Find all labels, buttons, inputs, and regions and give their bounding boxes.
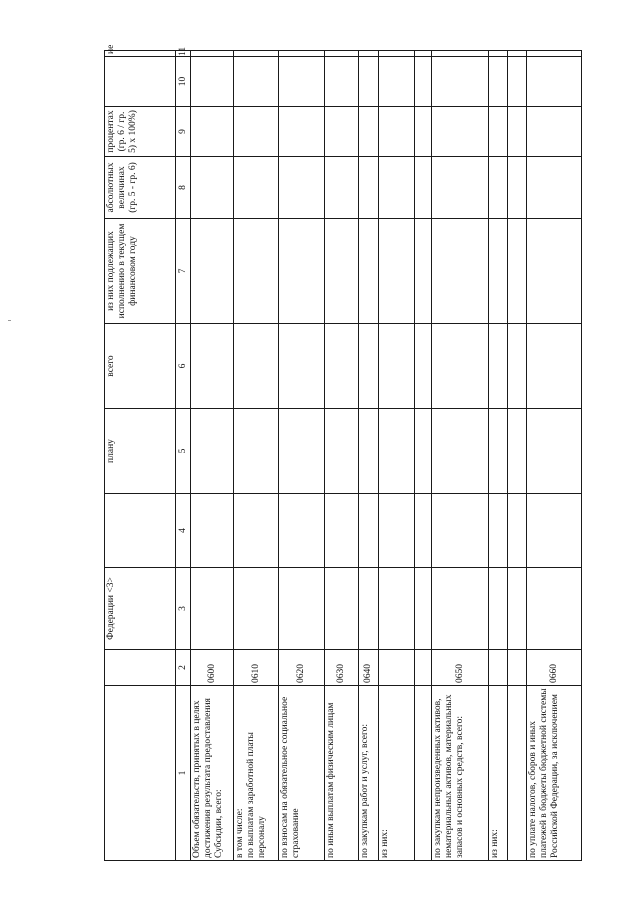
- rotated-page: [104, 44, 560, 861]
- table-row: [489, 51, 508, 861]
- row-code: [508, 650, 527, 686]
- row-label: [508, 686, 527, 861]
- row-code: 0620: [279, 650, 325, 686]
- row-code: 0640: [359, 650, 379, 686]
- row-label: из них:: [489, 686, 508, 861]
- col-number: 6: [176, 324, 191, 409]
- row-label: Объем обязательств, принятых в целях достижения результата предоставления Субсидии, всего:: [191, 686, 234, 861]
- header-col6: всего: [105, 324, 176, 409]
- row-label: в том числе: по выплатам заработной платы персоналу: [234, 686, 279, 861]
- subsidy-report-table: [104, 44, 582, 861]
- row-label: по взносам на обязательное социальное страхование: [279, 686, 325, 861]
- row-label: по закупкам непроизведенных активов, нематериальных активов, материальных запасов и основных средств, всего:: [432, 686, 489, 861]
- row-label: [415, 686, 432, 861]
- row-label: по уплате налогов, сборов и иных платежей в бюджеты бюджетной системы Российской Федерации, за исключением: [527, 686, 582, 861]
- header-col1: [105, 686, 176, 861]
- col-number: 5: [176, 409, 191, 494]
- header-col5: плану: [105, 409, 176, 494]
- col-number: 2: [176, 650, 191, 686]
- header-col9: процентах (гр. 6 / гр. 5) x 100%): [105, 107, 176, 157]
- table-row: [325, 51, 359, 861]
- table-row: [379, 51, 415, 861]
- col-number: 4: [176, 494, 191, 568]
- row-label: по закупкам работ и услуг, всего:: [359, 686, 379, 861]
- table-row: [432, 51, 489, 861]
- row-code: [379, 650, 415, 686]
- row-code: 0600: [191, 650, 234, 686]
- col-number: 1: [176, 686, 191, 861]
- table-row: [191, 51, 234, 861]
- row-code: [489, 650, 508, 686]
- column-number-row: [176, 51, 191, 861]
- header-col11: ие: [105, 51, 176, 57]
- header-col7: из них подлежащих исполнению в текущем финансовом году: [105, 219, 176, 324]
- table-row: [527, 51, 582, 861]
- row-code: 0630: [325, 650, 359, 686]
- row-label: из них:: [379, 686, 415, 861]
- col-number: 11: [176, 51, 191, 57]
- row-code: 0660: [527, 650, 582, 686]
- header-col3: Федерации <3>: [105, 568, 176, 650]
- col-number: 3: [176, 568, 191, 650]
- row-code: [415, 650, 432, 686]
- col-number: 7: [176, 219, 191, 324]
- header-col10: [105, 57, 176, 107]
- col-number: 9: [176, 107, 191, 157]
- table-row: [415, 51, 432, 861]
- scan-mark: [8, 320, 11, 321]
- col-number: 8: [176, 157, 191, 219]
- header-row: [105, 51, 176, 861]
- header-col8: абсолютных величинах (гр. 5 - гр. 6): [105, 157, 176, 219]
- header-col2: [105, 650, 176, 686]
- row-code: 0610: [234, 650, 279, 686]
- col-number: 10: [176, 57, 191, 107]
- table-row: [359, 51, 379, 861]
- table-row: [508, 51, 527, 861]
- row-code: 0650: [432, 650, 489, 686]
- row-label: по иным выплатам физическим лицам: [325, 686, 359, 861]
- table-row: [234, 51, 279, 861]
- header-col4: [105, 494, 176, 568]
- table-row: [279, 51, 325, 861]
